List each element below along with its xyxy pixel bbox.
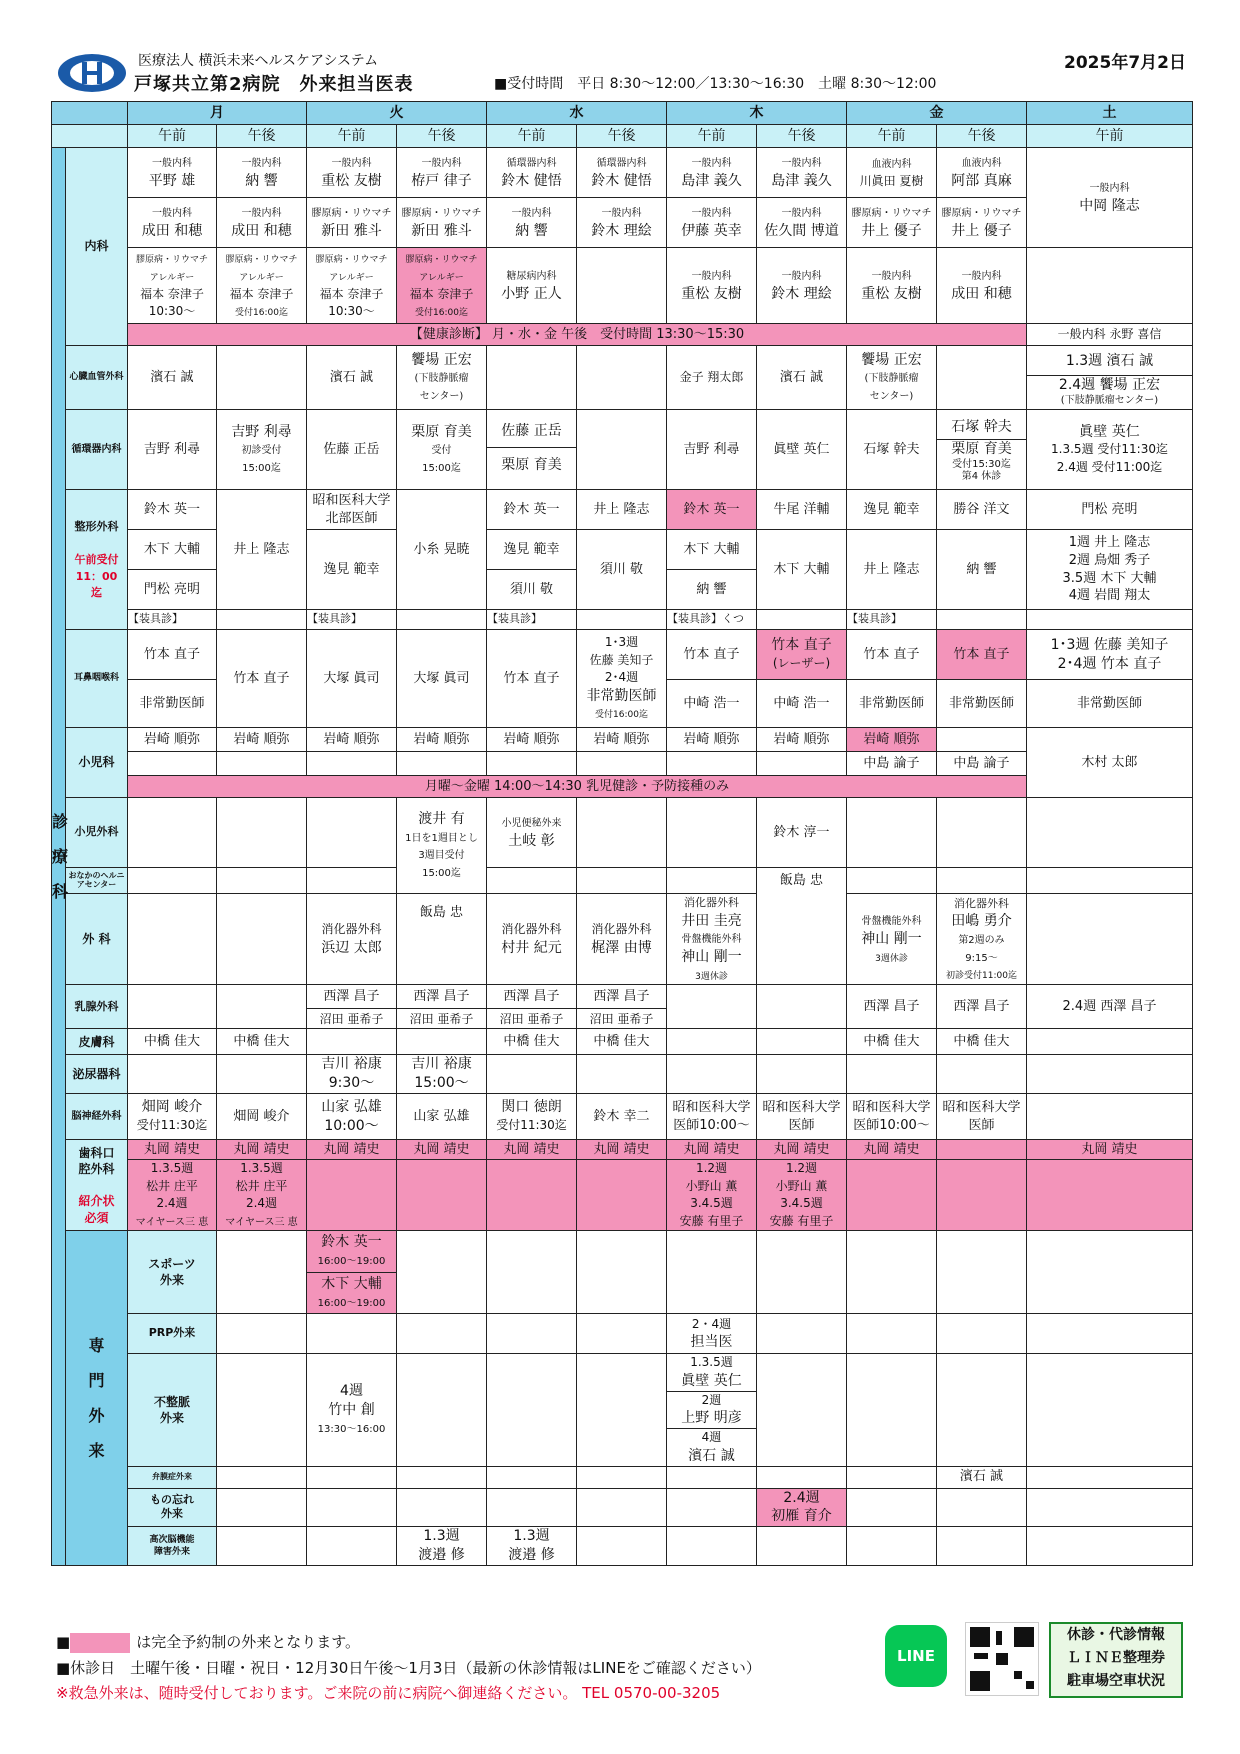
naika-cell [1027, 248, 1193, 324]
page-header [0, 0, 1240, 100]
dept-hinyo: 泌尿器科 [66, 1055, 128, 1094]
naika-cell: 一般内科 鈴木 理絵 [757, 248, 847, 324]
naika-cell: 一般内科 納 響 [217, 148, 307, 198]
junkan-cell: 眞壁 英仁 [757, 410, 847, 490]
jibi-cell: 竹本 直子 [128, 630, 217, 680]
jibi-cell-reserved: 竹本 直子 (レーザー) [757, 630, 847, 680]
seikei-cell: 納 響 [667, 570, 757, 610]
noshinkei-cell: 関口 徳朗 受付11:30迄 [487, 1094, 577, 1140]
geka-cell: 消化器外科 井田 圭亮 骨盤機能外科 神山 剛一 3週休診 [667, 894, 757, 985]
seikei-cell: 牛尾 洋輔 [757, 490, 847, 530]
dept-nyusen: 乳腺外科 [66, 985, 128, 1029]
nyusen-cell: 西澤 昌子 [397, 985, 487, 1009]
kojino-cell: 1.3週 渡邉 修 [397, 1527, 487, 1566]
naika-cell: 一般内科 島津 義久 [667, 148, 757, 198]
pm-header: 午後 [757, 125, 847, 148]
am-header: 午前 [1027, 125, 1193, 148]
line-app-icon[interactable]: LINE [885, 1625, 947, 1687]
day-sat: 土 [1027, 102, 1193, 125]
naika-cell [577, 248, 667, 324]
pm-header: 午後 [937, 125, 1027, 148]
section-shinryo: 診 療 科 [52, 148, 66, 1566]
jibi-cell: 非常勤医師 [128, 680, 217, 728]
dept-shinzo: 心臓血管外科 [66, 346, 128, 410]
naika-cell: 膠原病・リウマチ アレルギー 福本 奈津子 10:30～ [307, 248, 397, 324]
junkan-cell: 栗原 育美 受付 15:00迄 [397, 410, 487, 490]
naika-cell: 一般内科 納 響 [487, 198, 577, 248]
legend-note: ■ は完全予約制の外来となります。 [56, 1633, 360, 1651]
holiday-note: ■休診日 土曜午後・日曜・祝日・12月30日午後～1月3日（最新の休診情報はLINEをご確認ください） [56, 1659, 761, 1677]
soguyo-label: 【装具診】 [307, 610, 397, 630]
pm-header: 午後 [217, 125, 307, 148]
naika-cell: 一般内科 中岡 隆志 [1027, 148, 1193, 248]
section-senmon: 専 門 外 来 [66, 1231, 128, 1566]
soguyo-label: 【装具診】 [487, 610, 577, 630]
seikei-cell: 木下 大輔 [128, 530, 217, 570]
naika-cell: 一般内科 成田 和穂 [128, 198, 217, 248]
pm-header: 午後 [397, 125, 487, 148]
day-mon: 月 [128, 102, 307, 125]
geka-cell: 骨盤機能外科 神山 剛一 3週休診 [847, 894, 937, 985]
shinzo-cell: 金子 翔太郎 [667, 346, 757, 410]
monowasure-cell-reserved: 2.4週 初雁 育介 [757, 1488, 847, 1527]
shika-cell: 丸岡 靖史 [847, 1140, 937, 1160]
naika-cell: 一般内科 栫戸 律子 [397, 148, 487, 198]
shoni-cell: 岩崎 順弥 [667, 728, 757, 752]
dept-jibi: 耳鼻咽喉科 [66, 630, 128, 728]
shika-cell: 1.3.5週 松井 庄平 2.4週 マイヤース三 恵 [217, 1160, 307, 1231]
junkan-cell: 佐藤 正岳 [307, 410, 397, 490]
day-tue: 火 [307, 102, 487, 125]
am-header: 午前 [847, 125, 937, 148]
shoni-cell: 岩崎 順弥 [307, 728, 397, 752]
naika-cell: 一般内科 佐久間 博道 [757, 198, 847, 248]
seikei-cell: 納 響 [937, 530, 1027, 610]
dept-geka: 外 科 [66, 894, 128, 985]
noshinkei-cell: 昭和医科大学 医師 [757, 1094, 847, 1140]
naika-cell: 膠原病・リウマチ 新田 雅斗 [307, 198, 397, 248]
geka-cell: 飯島 忠 [397, 894, 487, 985]
shika-cell: 丸岡 靖史 [217, 1140, 307, 1160]
am-header: 午前 [667, 125, 757, 148]
hifu-cell: 中橋 佳大 [487, 1029, 577, 1055]
geka-cell: 消化器外科 田嶋 勇介 第2週のみ 9:15～ 初診受付11:00迄 [937, 894, 1027, 985]
shinzo-cell: 饗場 正宏 (下肢静脈瘤 センター) [397, 346, 487, 410]
am-header: 午前 [307, 125, 397, 148]
day-wed: 水 [487, 102, 667, 125]
shika-cell: 丸岡 靖史 [577, 1140, 667, 1160]
shika-cell: 1.2週 小野山 薫 3.4.5週 安藤 有里子 [757, 1160, 847, 1231]
jibi-cell: 非常勤医師 [937, 680, 1027, 728]
naika-cell: 血液内科 阿部 真麻 [937, 148, 1027, 198]
jibi-cell: 大塚 眞司 [397, 630, 487, 728]
shinzo-cell: 饗場 正宏 (下肢静脈瘤 センター) [847, 346, 937, 410]
dept-junkan: 循環器内科 [66, 410, 128, 490]
jibi-cell: 1･3週 佐藤 美知子 2･4週 竹本 直子 [1027, 630, 1193, 680]
hifu-cell: 中橋 佳大 [937, 1029, 1027, 1055]
naika-cell: 循環器内科 鈴木 健悟 [577, 148, 667, 198]
emergency-note: ※救急外来は、随時受付しております。ご来院の前に病院へ御連絡ください。 TEL 0570-00-3205 [56, 1684, 721, 1702]
am-header: 午前 [128, 125, 217, 148]
junkan-cell: 佐藤 正岳 栗原 育美 [487, 410, 577, 490]
geka-cell: 消化器外科 梶澤 由博 [577, 894, 667, 985]
hinyo-cell: 吉川 裕康 15:00～ [397, 1055, 487, 1094]
nyusen-cell: 西澤 昌子 [307, 985, 397, 1009]
nyusen-cell: 西澤 昌子 [847, 985, 937, 1029]
day-fri: 金 [847, 102, 1027, 125]
seikei-cell: 井上 隆志 [577, 490, 667, 530]
dept-hifu: 皮膚科 [66, 1029, 128, 1055]
jibi-cell: 竹本 直子 [667, 630, 757, 680]
shoni-cell: 岩崎 順弥 [397, 728, 487, 752]
jibi-cell-reserved: 竹本 直子 [937, 630, 1027, 680]
fuseimyaku-cell: 4週 竹中 創 13:30～16:00 [307, 1354, 397, 1466]
soguyo-label: 【装具診】 [847, 610, 937, 630]
seikei-cell: 逸見 範幸 [307, 530, 397, 610]
kojino-cell: 1.3週 渡邉 修 [487, 1527, 577, 1566]
seikei-cell: 井上 隆志 [217, 490, 307, 610]
nyusen-cell: 2.4週 西澤 昌子 [1027, 985, 1193, 1029]
geka-cell: 消化器外科 浜辺 太郎 [307, 894, 397, 985]
naika-cell: 血液内科 川眞田 夏樹 [847, 148, 937, 198]
dept-shonigeka: 小児外科 [66, 798, 128, 868]
shinzo-cell: 1.3週 濱石 誠 2.4週 饗場 正宏 (下肢静脈瘤センター) [1027, 346, 1193, 410]
noshinkei-cell: 山家 弘雄 [397, 1094, 487, 1140]
seikei-cell: 昭和医科大学 北部医師 [307, 490, 397, 530]
shoni-cell: 岩崎 順弥 [577, 728, 667, 752]
seikei-cell: 門松 亮明 [128, 570, 217, 610]
shinzo-cell: 濱石 誠 [757, 346, 847, 410]
hinyo-cell: 吉川 裕康 9:30～ [307, 1055, 397, 1094]
noshinkei-cell: 山家 弘雄 10:00～ [307, 1094, 397, 1140]
jibi-cell: 竹本 直子 [847, 630, 937, 680]
dept-shoni: 小児科 [66, 728, 128, 798]
dept-shika: 歯科口 腔外科 紹介状 必須 [66, 1140, 128, 1231]
naika-cell-reserved: 膠原病・リウマチ アレルギー 福本 奈津子 受付16:00迄 [397, 248, 487, 324]
shoni-cell: 岩崎 順弥 [128, 728, 217, 752]
jibi-cell: 中崎 浩一 [757, 680, 847, 728]
shoni-cell: 岩崎 順弥 [487, 728, 577, 752]
dept-naika: 内科 [66, 148, 128, 346]
naika-cell: 一般内科 永野 喜信 [1027, 324, 1193, 346]
naika-cell: 膠原病・リウマチ 井上 優子 [937, 198, 1027, 248]
shika-cell: 丸岡 靖史 [667, 1140, 757, 1160]
naika-cell: 一般内科 成田 和穂 [937, 248, 1027, 324]
shika-cell: 丸岡 靖史 [1027, 1140, 1193, 1160]
hifu-cell: 中橋 佳大 [128, 1029, 217, 1055]
shika-cell: 丸岡 靖史 [487, 1140, 577, 1160]
naika-cell: 循環器内科 鈴木 健悟 [487, 148, 577, 198]
seikei-cell: 須川 敬 [577, 530, 667, 610]
nyusen-cell: 沼田 亜希子 [307, 1009, 397, 1029]
dept-fuseimyaku: 不整脈 外来 [128, 1354, 217, 1466]
naika-cell: 一般内科 伊藤 英幸 [667, 198, 757, 248]
seikei-cell: 鈴木 英一 [487, 490, 577, 530]
onaka-cell: 飯島 忠 [757, 868, 847, 985]
shinzo-cell: 濱石 誠 [307, 346, 397, 410]
dept-benmaku: 弁膜症外来 [128, 1466, 217, 1488]
shoni-cell: 中島 論子 [937, 752, 1027, 776]
day-thu: 木 [667, 102, 847, 125]
soguyo-label: 【装具診】くつ [667, 610, 757, 630]
naika-cell: 膠原病・リウマチ 新田 雅斗 [397, 198, 487, 248]
noshinkei-cell: 畑岡 峻介 受付11:30迄 [128, 1094, 217, 1140]
shika-cell: 1.3.5週 松井 庄平 2.4週 マイヤース三 恵 [128, 1160, 217, 1231]
seikei-cell-reserved: 鈴木 英一 [667, 490, 757, 530]
nyusen-cell: 沼田 亜希子 [577, 1009, 667, 1029]
naika-cell: 一般内科 成田 和穂 [217, 198, 307, 248]
jibi-cell: 大塚 眞司 [307, 630, 397, 728]
sports-cell: 鈴木 英一 16:00～19:00 木下 大輔 16:00～19:00 [307, 1231, 397, 1314]
junkan-cell: 眞壁 英仁 1.3.5週 受付11:30迄 2.4週 受付11:00迄 [1027, 410, 1193, 490]
am-header: 午前 [487, 125, 577, 148]
junkan-cell: 吉野 利尋 [667, 410, 757, 490]
dept-kojino: 高次脳機能 障害外来 [128, 1527, 217, 1566]
hifu-cell: 中橋 佳大 [217, 1029, 307, 1055]
noshinkei-cell: 昭和医科大学 医師 [937, 1094, 1027, 1140]
dept-sports: スポーツ 外来 [128, 1231, 217, 1314]
naika-cell: 一般内科 重松 友樹 [847, 248, 937, 324]
naika-cell: 一般内科 平野 雄 [128, 148, 217, 198]
shika-cell: 1.2週 小野山 薫 3.4.5週 安藤 有里子 [667, 1160, 757, 1231]
seikei-cell: 逸見 範幸 [487, 530, 577, 570]
naika-cell: 膠原病・リウマチ 井上 優子 [847, 198, 937, 248]
shoni-cell-reserved: 岩崎 順弥 [847, 728, 937, 752]
naika-cell: 一般内科 鈴木 理絵 [577, 198, 667, 248]
naika-cell: 一般内科 重松 友樹 [667, 248, 757, 324]
reception-hours: ■受付時間 平日 8:30～12:00／13:30～16:30 土曜 8:30～12:00 [494, 76, 937, 92]
shika-cell: 丸岡 靖史 [757, 1140, 847, 1160]
seikei-cell: 木下 大輔 [667, 530, 757, 570]
seikei-cell: 木下 大輔 [757, 530, 847, 610]
jibi-cell: 非常勤医師 [847, 680, 937, 728]
nyusen-cell: 西澤 昌子 [937, 985, 1027, 1029]
naika-cell: 一般内科 重松 友樹 [307, 148, 397, 198]
shonigeka-cell: 渡井 有 1日を1週目とし 3週目受付 15:00迄 [397, 798, 487, 894]
hospital-logo [56, 48, 128, 94]
jibi-cell: 非常勤医師 [1027, 680, 1193, 728]
prp-cell: 2・4週 担当医 [667, 1314, 757, 1354]
hifu-cell: 中橋 佳大 [577, 1029, 667, 1055]
geka-cell: 消化器外科 村井 紀元 [487, 894, 577, 985]
shoni-cell: 岩崎 順弥 [757, 728, 847, 752]
naika-cell: 膠原病・リウマチ アレルギー 福本 奈津子 受付16:00迄 [217, 248, 307, 324]
jibi-cell: 1･3週 佐藤 美知子 2･4週 非常勤医師 受付16:00迄 [577, 630, 667, 728]
shoni-cell: 岩崎 順弥 [217, 728, 307, 752]
junkan-cell: 吉野 利尋 [128, 410, 217, 490]
naika-cell: 一般内科 島津 義久 [757, 148, 847, 198]
soguyo-label: 【装具診】 [128, 610, 217, 630]
corner-cell [52, 102, 128, 125]
qr-code-icon[interactable] [965, 1622, 1039, 1696]
seikei-cell: 井上 隆志 [847, 530, 937, 610]
health-checkup-band: 【健康診断】 月・水・金 午後 受付時間 13:30～15:30 [128, 324, 1027, 346]
schedule-table [51, 101, 1193, 1566]
junkan-cell: 吉野 利尋 初診受付 15:00迄 [217, 410, 307, 490]
junkan-cell: 石塚 幹夫 栗原 育美 受付15:30迄 第4 休診 [937, 410, 1027, 490]
infant-checkup-band: 月曜～金曜 14:00～14:30 乳児健診・予防接種のみ [128, 776, 1027, 798]
benmaku-cell: 濱石 誠 [937, 1466, 1027, 1488]
shonigeka-cell: 小児便秘外来 土岐 彰 [487, 798, 577, 868]
shonigeka-cell: 鈴木 淳一 [757, 798, 847, 868]
nyusen-cell: 沼田 亜希子 [487, 1009, 577, 1029]
jibi-cell: 中崎 浩一 [667, 680, 757, 728]
shinzo-cell: 濱石 誠 [128, 346, 217, 410]
naika-cell: 糖尿病内科 小野 正人 [487, 248, 577, 324]
shoni-cell: 中島 論子 [847, 752, 937, 776]
hifu-cell: 中橋 佳大 [847, 1029, 937, 1055]
page-title: 戸塚共立第2病院 外来担当医表 [134, 74, 414, 95]
legend-swatch [70, 1633, 130, 1653]
dept-onaka: おなかのヘルニアセンター [66, 868, 128, 894]
seikei-cell: 鈴木 英一 [128, 490, 217, 530]
jibi-cell: 竹本 直子 [217, 630, 307, 728]
shika-cell: 丸岡 靖史 [397, 1140, 487, 1160]
seikei-cell: 勝谷 洋文 [937, 490, 1027, 530]
line-info-box[interactable]: 休診・代診情報 ＬＩＮＥ整理券 駐車場空車状況 [1049, 1622, 1183, 1698]
dept-noshinkei: 脳神経外科 [66, 1094, 128, 1140]
organization-name: 医療法人 横浜未来ヘルスケアシステム [138, 53, 379, 69]
shika-cell: 丸岡 靖史 [307, 1140, 397, 1160]
pm-header: 午後 [577, 125, 667, 148]
seikei-cell: 門松 亮明 [1027, 490, 1193, 530]
noshinkei-cell: 畑岡 峻介 [217, 1094, 307, 1140]
jibi-cell: 竹本 直子 [487, 630, 577, 728]
dept-monowasure: もの忘れ 外来 [128, 1488, 217, 1527]
dept-prp: PRP外来 [128, 1314, 217, 1354]
dept-seikei: 整形外科 午前受付 11：00 迄 [66, 490, 128, 630]
seikei-cell: 須川 敬 [487, 570, 577, 610]
naika-cell: 膠原病・リウマチ アレルギー 福本 奈津子 10:30～ [128, 248, 217, 324]
junkan-cell: 石塚 幹夫 [847, 410, 937, 490]
seikei-cell: 1週 井上 隆志 2週 鳥畑 秀子 3.5週 木下 大輔 4週 岩間 翔太 [1027, 530, 1193, 610]
nyusen-cell: 沼田 亜希子 [397, 1009, 487, 1029]
schedule-date: 2025年7月2日 [1064, 53, 1186, 73]
shika-cell: 丸岡 靖史 [128, 1140, 217, 1160]
fuseimyaku-cell: 1.3.5週 眞壁 英仁 2週 上野 明彦 4週 濱石 誠 [667, 1354, 757, 1466]
noshinkei-cell: 昭和医科大学 医師10:00～ [667, 1094, 757, 1140]
noshinkei-cell: 昭和医科大学 医師10:00～ [847, 1094, 937, 1140]
nyusen-cell: 西澤 昌子 [577, 985, 667, 1009]
noshinkei-cell: 鈴木 幸二 [577, 1094, 667, 1140]
seikei-cell: 小糸 晃暁 [397, 490, 487, 610]
nyusen-cell: 西澤 昌子 [487, 985, 577, 1009]
shoni-cell: 木村 太郎 [1027, 728, 1193, 798]
seikei-cell: 逸見 範幸 [847, 490, 937, 530]
